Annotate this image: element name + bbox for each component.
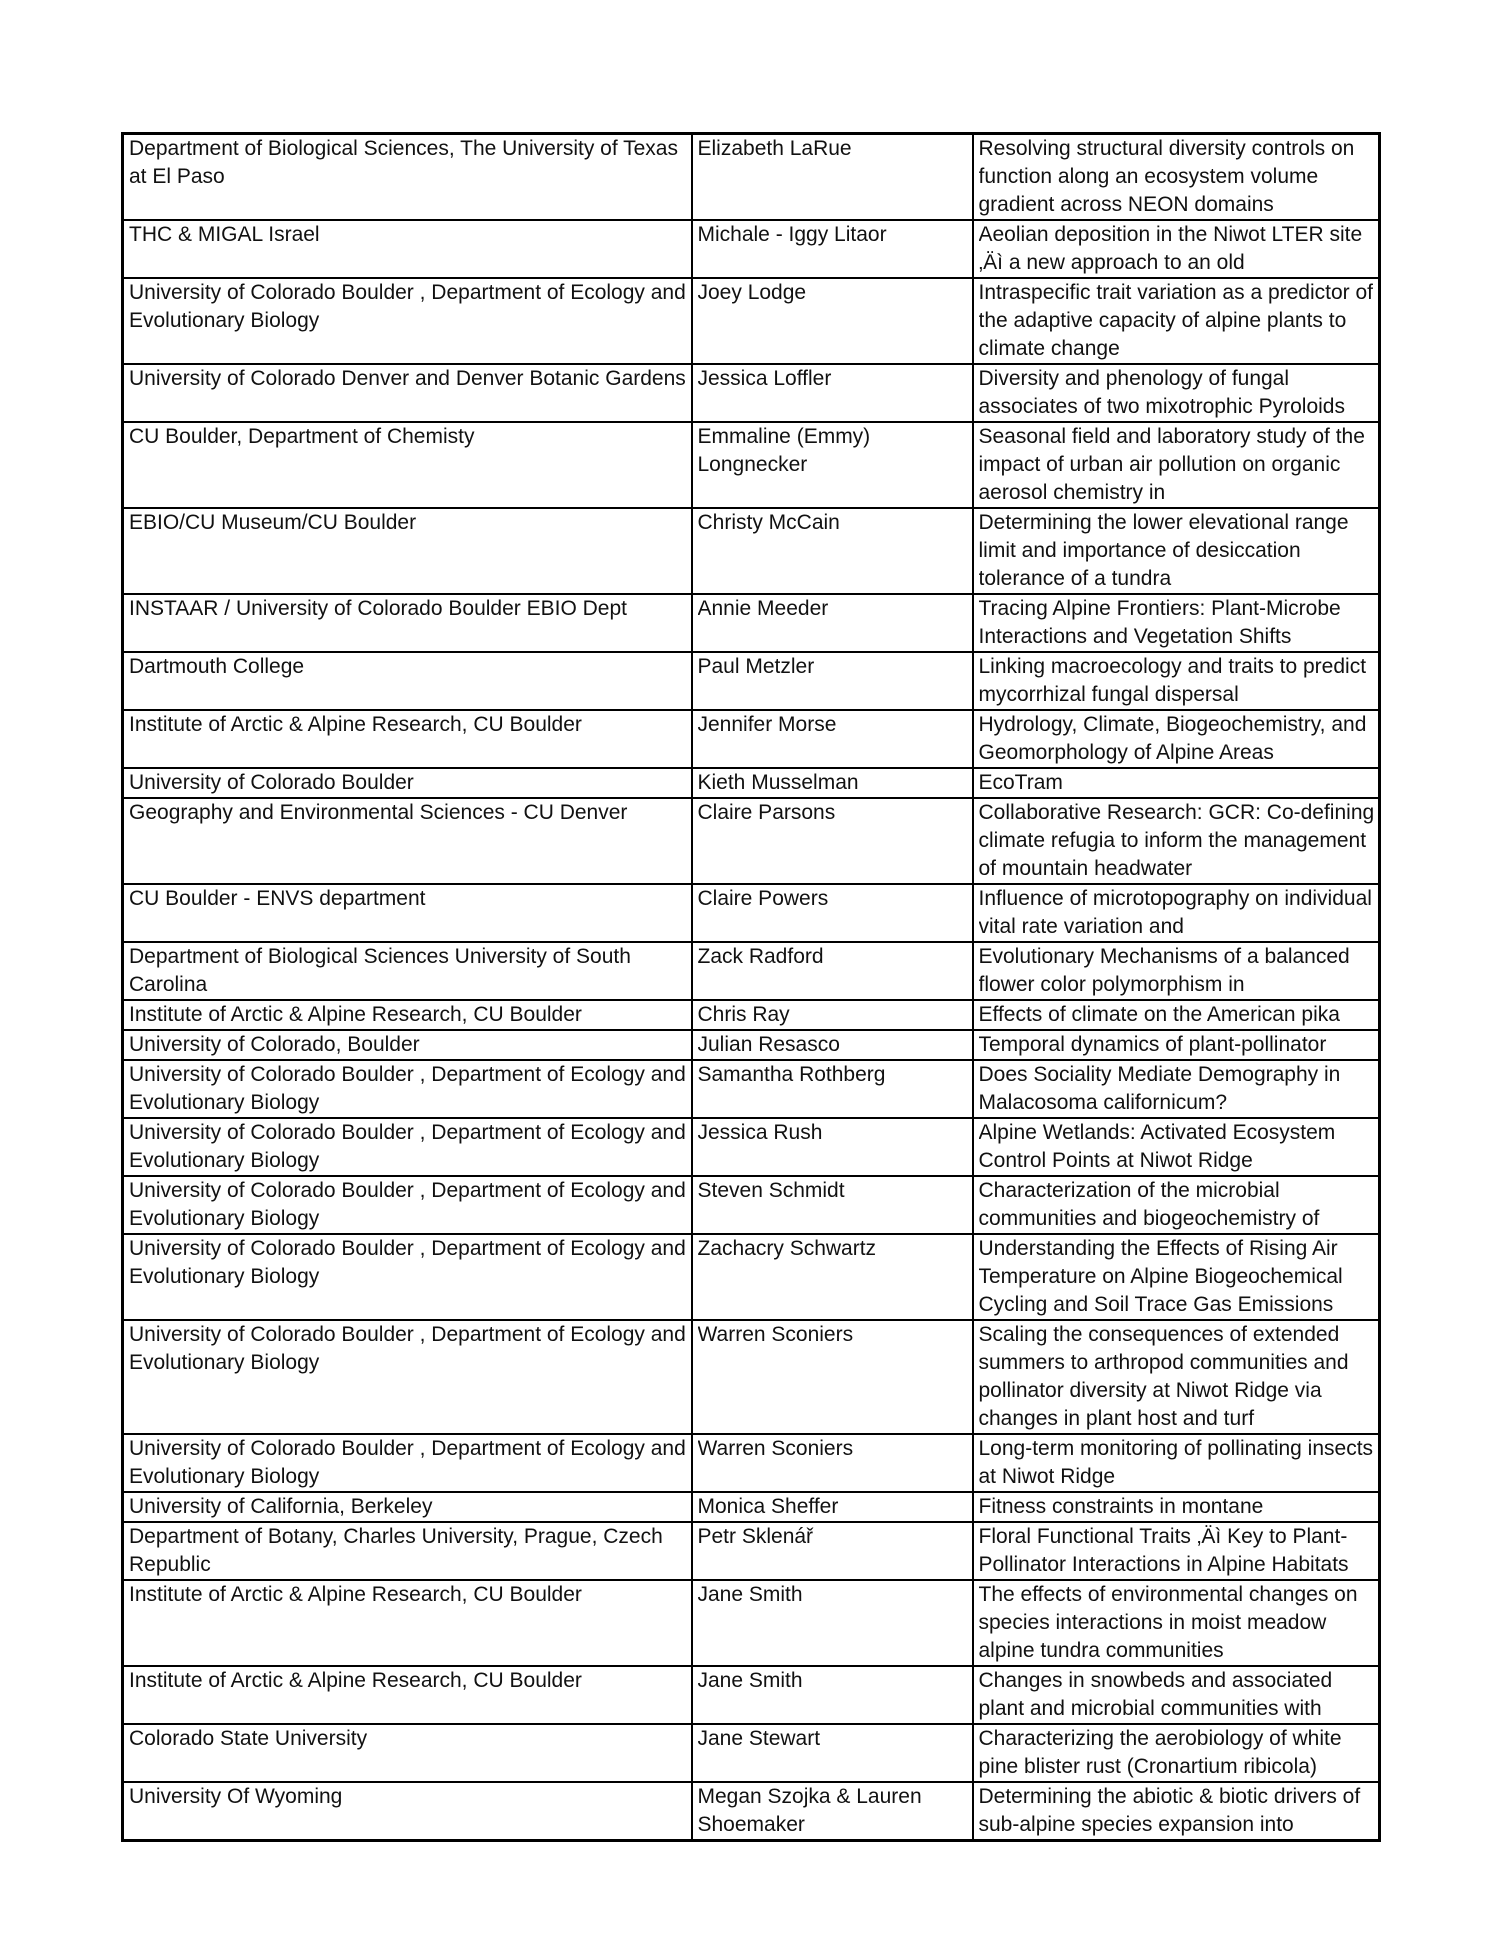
institution-cell-text: University of Colorado Boulder , Department of Ecology and Evolutionary Biology xyxy=(129,1121,686,1172)
researcher-name-cell-text: Claire Parsons xyxy=(697,801,836,824)
institution-cell-text: University of California, Berkeley xyxy=(129,1495,433,1518)
project-title-cell-text: Scaling the consequences of extended summers to arthropod communities and pollinator diversity at Niwot Ridge via changes in plant host and turf xyxy=(978,1323,1349,1430)
table-row xyxy=(123,1030,1380,1060)
project-title-cell-text: Does Sociality Mediate Demography in Malacosoma californicum? xyxy=(978,1063,1341,1114)
institution-cell xyxy=(123,798,692,884)
project-title-cell xyxy=(973,1176,1380,1234)
institution-cell-text: EBIO/CU Museum/CU Boulder xyxy=(129,511,417,534)
project-title-cell xyxy=(973,1320,1380,1434)
table-row xyxy=(123,1492,1380,1522)
project-title-cell xyxy=(973,1782,1380,1841)
institution-cell xyxy=(123,508,692,594)
researcher-name-cell-text: Jessica Rush xyxy=(697,1121,823,1144)
institution-cell-text: University of Colorado Boulder , Department of Ecology and Evolutionary Biology xyxy=(129,1437,686,1488)
researcher-name-cell xyxy=(692,798,973,884)
researcher-name-cell-text: Julian Resasco xyxy=(697,1033,840,1056)
researcher-name-cell xyxy=(692,1060,973,1118)
researcher-name-cell xyxy=(692,710,973,768)
table-row xyxy=(123,652,1380,710)
institution-cell xyxy=(123,278,692,364)
institution-cell xyxy=(123,1176,692,1234)
institution-cell xyxy=(123,1666,692,1724)
institution-cell-text: CU Boulder, Department of Chemisty xyxy=(129,425,475,448)
researcher-name-cell xyxy=(692,364,973,422)
table-row xyxy=(123,1666,1380,1724)
researcher-name-cell xyxy=(692,1030,973,1060)
researcher-name-cell-text: Claire Powers xyxy=(697,887,829,910)
researcher-name-cell-text: Joey Lodge xyxy=(697,281,807,304)
project-title-cell-text: Long-term monitoring of pollinating insects at Niwot Ridge xyxy=(978,1437,1374,1488)
table-row xyxy=(123,1320,1380,1434)
project-title-cell xyxy=(973,1492,1380,1522)
researcher-name-cell xyxy=(692,1580,973,1666)
institution-cell-text: University of Colorado, Boulder xyxy=(129,1033,420,1056)
researcher-name-cell-text: Jane Smith xyxy=(697,1583,803,1606)
project-title-cell-text: Characterization of the microbial communities and biogeochemistry of xyxy=(978,1179,1320,1230)
institution-cell xyxy=(123,1434,692,1492)
table-row xyxy=(123,364,1380,422)
researcher-name-cell-text: Steven Schmidt xyxy=(697,1179,845,1202)
researcher-name-cell-text: Warren Sconiers xyxy=(697,1323,854,1346)
project-title-cell-text: Alpine Wetlands: Activated Ecosystem Control Points at Niwot Ridge xyxy=(978,1121,1336,1172)
institution-cell xyxy=(123,942,692,1000)
project-title-cell-text: Hydrology, Climate, Biogeochemistry, and Geomorphology of Alpine Areas xyxy=(978,713,1367,764)
table-row xyxy=(123,220,1380,278)
project-title-cell-text: Evolutionary Mechanisms of a balanced flower color polymorphism in xyxy=(978,945,1350,996)
projects-table xyxy=(121,132,1381,1842)
table-row xyxy=(123,768,1380,798)
project-title-cell xyxy=(973,1118,1380,1176)
project-title-cell-text: Influence of microtopography on individual vital rate variation and xyxy=(978,887,1372,938)
institution-cell-text: University of Colorado Boulder , Department of Ecology and Evolutionary Biology xyxy=(129,1323,686,1374)
institution-cell xyxy=(123,220,692,278)
researcher-name-cell xyxy=(692,1320,973,1434)
institution-cell-text: University of Colorado Boulder xyxy=(129,771,414,794)
project-title-cell xyxy=(973,1522,1380,1580)
researcher-name-cell-text: Jane Smith xyxy=(697,1669,803,1692)
researcher-name-cell xyxy=(692,508,973,594)
project-title-cell xyxy=(973,798,1380,884)
project-title-cell-text: Diversity and phenology of fungal associates of two mixotrophic Pyroloids xyxy=(978,367,1345,418)
project-title-cell xyxy=(973,942,1380,1000)
table-row xyxy=(123,1580,1380,1666)
project-title-cell-text: Resolving structural diversity controls on function along an ecosystem volume gradient across NEON domains xyxy=(978,137,1355,216)
institution-cell xyxy=(123,364,692,422)
project-title-cell-text: Effects of climate on the American pika xyxy=(978,1003,1340,1026)
project-title-cell xyxy=(973,710,1380,768)
project-title-cell xyxy=(973,768,1380,798)
project-title-cell xyxy=(973,1434,1380,1492)
project-title-cell xyxy=(973,652,1380,710)
project-title-cell-text: Temporal dynamics of plant-pollinator xyxy=(978,1033,1327,1056)
project-title-cell xyxy=(973,594,1380,652)
researcher-name-cell-text: Emmaline (Emmy) Longnecker xyxy=(697,425,871,476)
institution-cell xyxy=(123,1060,692,1118)
institution-cell-text: INSTAAR / University of Colorado Boulder EBIO Dept xyxy=(129,597,627,620)
project-title-cell xyxy=(973,1000,1380,1030)
researcher-name-cell-text: Zachacry Schwartz xyxy=(697,1237,877,1260)
table-row xyxy=(123,1176,1380,1234)
institution-cell xyxy=(123,710,692,768)
project-title-cell-text: Determining the abiotic & biotic drivers of sub-alpine species expansion into xyxy=(978,1785,1361,1836)
institution-cell xyxy=(123,1522,692,1580)
project-title-cell xyxy=(973,422,1380,508)
project-title-cell-text: Determining the lower elevational range limit and importance of desiccation tolerance of a tundra xyxy=(978,511,1349,590)
project-title-cell xyxy=(973,220,1380,278)
project-title-cell xyxy=(973,134,1380,221)
institution-cell-text: Institute of Arctic & Alpine Research, CU Boulder xyxy=(129,1583,582,1606)
researcher-name-cell xyxy=(692,1118,973,1176)
project-title-cell xyxy=(973,278,1380,364)
researcher-name-cell-text: Petr Sklenář xyxy=(697,1525,814,1548)
researcher-name-cell-text: Kieth Musselman xyxy=(697,771,859,794)
institution-cell-text: Department of Biological Sciences University of South Carolina xyxy=(129,945,631,996)
institution-cell-text: Dartmouth College xyxy=(129,655,305,678)
project-title-cell-text: Seasonal field and laboratory study of the impact of urban air pollution on organic aerosol chemistry in xyxy=(978,425,1365,504)
project-title-cell-text: Collaborative Research: GCR: Co-defining climate refugia to inform the management of mountain headwater xyxy=(978,801,1375,880)
project-title-cell-text: The effects of environmental changes on species interactions in moist meadow alpine tundra communities xyxy=(978,1583,1358,1662)
researcher-name-cell-text: Jessica Loffler xyxy=(697,367,832,390)
institution-cell xyxy=(123,768,692,798)
table-row xyxy=(123,884,1380,942)
institution-cell-text: Institute of Arctic & Alpine Research, CU Boulder xyxy=(129,1003,582,1026)
institution-cell-text: Institute of Arctic & Alpine Research, CU Boulder xyxy=(129,713,582,736)
researcher-name-cell xyxy=(692,422,973,508)
researcher-name-cell xyxy=(692,594,973,652)
institution-cell xyxy=(123,422,692,508)
institution-cell-text: Department of Biological Sciences, The University of Texas at El Paso xyxy=(129,137,678,188)
table-row xyxy=(123,942,1380,1000)
project-title-cell xyxy=(973,1724,1380,1782)
researcher-name-cell-text: Michale - Iggy Litaor xyxy=(697,223,887,246)
project-title-cell-text: Aeolian deposition in the Niwot LTER site ‚Äì a new approach to an old xyxy=(978,223,1363,274)
researcher-name-cell-text: Megan Szojka & Lauren Shoemaker xyxy=(697,1785,922,1836)
institution-cell-text: University Of Wyoming xyxy=(129,1785,343,1808)
institution-cell xyxy=(123,1492,692,1522)
project-title-cell xyxy=(973,1060,1380,1118)
researcher-name-cell xyxy=(692,1000,973,1030)
researcher-name-cell-text: Paul Metzler xyxy=(697,655,815,678)
institution-cell-text: Geography and Environmental Sciences - CU Denver xyxy=(129,801,628,824)
project-title-cell-text: EcoTram xyxy=(978,771,1063,794)
table-row xyxy=(123,1434,1380,1492)
institution-cell xyxy=(123,134,692,221)
researcher-name-cell-text: Warren Sconiers xyxy=(697,1437,854,1460)
table-row xyxy=(123,1060,1380,1118)
project-title-cell-text: Fitness constraints in montane xyxy=(978,1495,1264,1518)
table-row xyxy=(123,1000,1380,1030)
institution-cell-text: Institute of Arctic & Alpine Research, CU Boulder xyxy=(129,1669,582,1692)
institution-cell xyxy=(123,1030,692,1060)
researcher-name-cell xyxy=(692,652,973,710)
project-title-cell-text: Changes in snowbeds and associated plant and microbial communities with xyxy=(978,1669,1333,1720)
researcher-name-cell xyxy=(692,1434,973,1492)
researcher-name-cell-text: Zack Radford xyxy=(697,945,824,968)
institution-cell-text: Colorado State University xyxy=(129,1727,368,1750)
researcher-name-cell xyxy=(692,278,973,364)
project-title-cell xyxy=(973,508,1380,594)
researcher-name-cell-text: Monica Sheffer xyxy=(697,1495,839,1518)
researcher-name-cell xyxy=(692,1666,973,1724)
project-title-cell-text: Characterizing the aerobiology of white pine blister rust (Cronartium ribicola) xyxy=(978,1727,1342,1778)
institution-cell xyxy=(123,1118,692,1176)
project-title-cell xyxy=(973,1580,1380,1666)
project-title-cell xyxy=(973,884,1380,942)
institution-cell-text: University of Colorado Boulder , Department of Ecology and Evolutionary Biology xyxy=(129,281,686,332)
institution-cell xyxy=(123,1724,692,1782)
researcher-name-cell xyxy=(692,1522,973,1580)
researcher-name-cell xyxy=(692,1782,973,1841)
institution-cell xyxy=(123,1000,692,1030)
researcher-name-cell-text: Christy McCain xyxy=(697,511,840,534)
project-title-cell xyxy=(973,1666,1380,1724)
project-title-cell-text: Understanding the Effects of Rising Air Temperature on Alpine Biogeochemical Cycling and Soil Trace Gas Emissions xyxy=(978,1237,1343,1316)
table-row xyxy=(123,1234,1380,1320)
table-row xyxy=(123,1118,1380,1176)
project-title-cell xyxy=(973,1234,1380,1320)
researcher-name-cell xyxy=(692,942,973,1000)
table-row xyxy=(123,1782,1380,1841)
researcher-name-cell xyxy=(692,1724,973,1782)
table-row xyxy=(123,278,1380,364)
institution-cell xyxy=(123,594,692,652)
table-row xyxy=(123,1724,1380,1782)
table-row xyxy=(123,134,1380,221)
institution-cell xyxy=(123,652,692,710)
institution-cell-text: THC & MIGAL Israel xyxy=(129,223,320,246)
institution-cell-text: University of Colorado Boulder , Department of Ecology and Evolutionary Biology xyxy=(129,1179,686,1230)
table-row xyxy=(123,1522,1380,1580)
institution-cell-text: University of Colorado Denver and Denver Botanic Gardens xyxy=(129,367,686,390)
researcher-name-cell-text: Jennifer Morse xyxy=(697,713,837,736)
researcher-name-cell xyxy=(692,884,973,942)
institution-cell xyxy=(123,884,692,942)
table-row xyxy=(123,594,1380,652)
project-title-cell xyxy=(973,364,1380,422)
institution-cell-text: CU Boulder - ENVS department xyxy=(129,887,426,910)
researcher-name-cell xyxy=(692,1234,973,1320)
institution-cell xyxy=(123,1320,692,1434)
project-title-cell-text: Floral Functional Traits ‚Äì Key to Plant-Pollinator Interactions in Alpine Habitats xyxy=(978,1525,1349,1576)
table-row xyxy=(123,710,1380,768)
researcher-name-cell xyxy=(692,768,973,798)
researcher-name-cell-text: Samantha Rothberg xyxy=(697,1063,886,1086)
table-row xyxy=(123,798,1380,884)
institution-cell-text: University of Colorado Boulder , Department of Ecology and Evolutionary Biology xyxy=(129,1237,686,1288)
project-title-cell-text: Tracing Alpine Frontiers: Plant-Microbe Interactions and Vegetation Shifts xyxy=(978,597,1341,648)
researcher-name-cell-text: Annie Meeder xyxy=(697,597,829,620)
researcher-name-cell xyxy=(692,1492,973,1522)
institution-cell xyxy=(123,1580,692,1666)
project-title-cell-text: Linking macroecology and traits to predict mycorrhizal fungal dispersal xyxy=(978,655,1367,706)
institution-cell-text: University of Colorado Boulder , Department of Ecology and Evolutionary Biology xyxy=(129,1063,686,1114)
table-row xyxy=(123,508,1380,594)
researcher-name-cell xyxy=(692,1176,973,1234)
researcher-name-cell-text: Chris Ray xyxy=(697,1003,790,1026)
researcher-name-cell xyxy=(692,220,973,278)
researcher-name-cell-text: Jane Stewart xyxy=(697,1727,821,1750)
institution-cell xyxy=(123,1234,692,1320)
project-title-cell-text: Intraspecific trait variation as a predictor of the adaptive capacity of alpine plants to climate change xyxy=(978,281,1374,360)
institution-cell-text: Department of Botany, Charles University, Prague, Czech Republic xyxy=(129,1525,663,1576)
researcher-name-cell-text: Elizabeth LaRue xyxy=(697,137,852,160)
researcher-name-cell xyxy=(692,134,973,221)
project-title-cell xyxy=(973,1030,1380,1060)
projects-table-body xyxy=(123,134,1380,1841)
table-row xyxy=(123,422,1380,508)
institution-cell xyxy=(123,1782,692,1841)
